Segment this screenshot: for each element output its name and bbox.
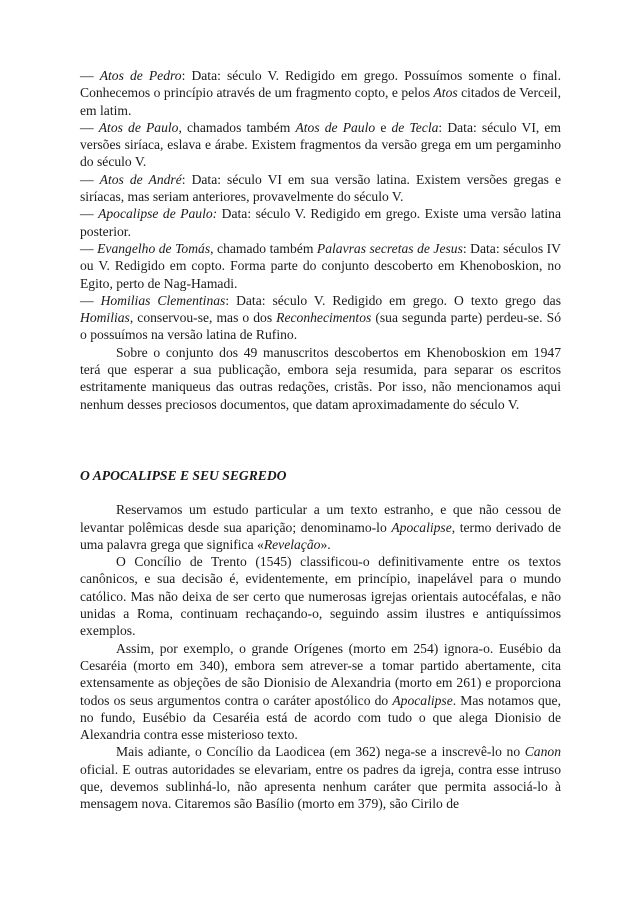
italic-text: Atos de Pedro — [99, 68, 182, 83]
italic-text: Atos de Paulo — [295, 119, 376, 135]
text-run: e — [375, 119, 392, 135]
text-run: , chamado também — [210, 240, 317, 256]
text-run: citados de Verceil, em latim. — [80, 85, 561, 118]
body-paragraph — [80, 501, 561, 553]
text-run: — — [80, 240, 98, 256]
text-run: : Data: século V. Redigido em grego. Possuímos somente o final. Conhecemos o princípio através de um fragmento copto, e pelos — [80, 68, 561, 101]
text-run: Mais adiante, o Concílio da Laodicea (em 362) nega-se a inscrevê-lo no — [116, 744, 525, 760]
body-paragraph — [80, 553, 561, 639]
text-run: Data: século V. Redigido em grego. Existe uma versão latina posterior. — [80, 206, 562, 239]
italic-text: Atos — [433, 85, 458, 101]
list-item — [80, 119, 561, 171]
text-run: Reservamos um estudo particular a um texto estranho, e que não cessou de levantar polêmicas desde sua aparição; denominamo-lo — [80, 502, 561, 535]
text-run: Assim, por exemplo, o grande Orígenes (morto em 254) ignora-o. Eusébio da Cesaréia (morto em 340), embora sem atrever-se a tomar partido abertamente, cita extensamente as objeções de são Dionisio de Alexandria (morto em 261) e proporciona todos os seus argumentos contra o caráter apostólico do — [80, 640, 561, 708]
text-run: , chamados também — [178, 119, 296, 135]
italic-text: Apocalipse — [391, 519, 452, 535]
text-run: : Data: século VI, em versões siríaca, eslava e árabe. Existem fragmentos da versão grega em um pergaminho do século V. — [80, 119, 561, 170]
text-run: oficial. E outras autoridades se elevariam, entre os padres da igreja, contra esse intruso que, devemos sublinhá-lo, não apresenta nenhum caráter que permita associá-lo à mensagem nova. Citaremos são Basílio (morto em 379), são Cirilo de — [80, 761, 561, 812]
body-paragraph: Sobre o conjunto dos 49 manuscritos descobertos em Khenoboskion em 1947 terá que esperar a sua publicação, embora seja resumida, para separar os escritos estritamente maniqueus das outras redações, cristãs. Por isso, não mencionamos aqui nenhum desses preciosos documentos, que datam aproximadamente do século V. — [80, 344, 561, 412]
italic-text: Homilias — [80, 310, 130, 326]
italic-text: de Tecla — [391, 119, 439, 135]
italic-text: Evangelho de Tomás — [97, 240, 211, 256]
text-run: — — [80, 68, 100, 83]
italic-text: Atos de Paulo — [98, 119, 179, 135]
text-run: ». — [320, 536, 331, 552]
italic-text: Revelação — [263, 536, 321, 552]
text-run: — — [80, 119, 99, 135]
text-run: — — [80, 171, 100, 187]
list-item — [80, 171, 561, 206]
list-item — [80, 292, 561, 344]
italic-text: Apocalipse de Paulo: — [98, 206, 218, 222]
apocrypha-list — [80, 67, 561, 344]
text-run: (sua segunda parte) perdeu-se. Só o possuímos na versão latina de Rufino. — [80, 310, 561, 343]
text-run: O Concílio de Trento (1545) classificou-o definitivamente entre os textos canônicos, e sua decisão é, evidentemente, em princípio, inapelável para o mundo católico. Mas não deixa de ser certo que numerosas igrejas orientais autocéfalas, e não unidas a Roma, continuam rechaçando-o, seguindo assim ilustres e antiquíssimos exemplos. — [80, 554, 561, 639]
list-item — [80, 240, 561, 292]
italic-text: Homilias Clementinas — [100, 292, 226, 308]
italic-text: Apocalipse — [392, 692, 453, 708]
text-run: , conservou-se, mas o dos — [129, 310, 277, 326]
section-heading: O APOCALIPSE E SEU SEGREDO — [80, 467, 287, 483]
list-item — [80, 205, 561, 240]
italic-text: Reconhecimentos — [276, 310, 372, 326]
italic-text: Atos de André — [99, 171, 182, 187]
text-run: : Data: séculos IV ou V. Redigido em copto. Forma parte do conjunto descoberto em Khenoboskion, no Egito, perto de Nag-Hamadi. — [80, 240, 561, 291]
body-paragraph — [80, 640, 561, 744]
text-run: , termo derivado de uma palavra grega que significa « — [80, 519, 561, 552]
text-run: — — [80, 292, 101, 308]
italic-text: Palavras secretas de Jesus — [316, 240, 463, 256]
page-text — [80, 67, 561, 813]
text-run: . Mas notamos que, no fundo, Eusébio da Cesaréia está de acordo com tudo o que alega Dionisio de Alexandria contra esse misterioso texto. — [80, 692, 561, 743]
list-item — [80, 67, 561, 119]
text-run: : Data: século V. Redigido em grego. O texto grego das — [225, 292, 561, 308]
body-paragraph — [80, 743, 561, 812]
text-run: — — [80, 206, 99, 222]
italic-text: Canon — [524, 744, 561, 760]
text-run: : Data: século VI em sua versão latina. Existem versões gregas e siríacas, mas seriam anteriores, provavelmente do século V. — [80, 171, 561, 205]
